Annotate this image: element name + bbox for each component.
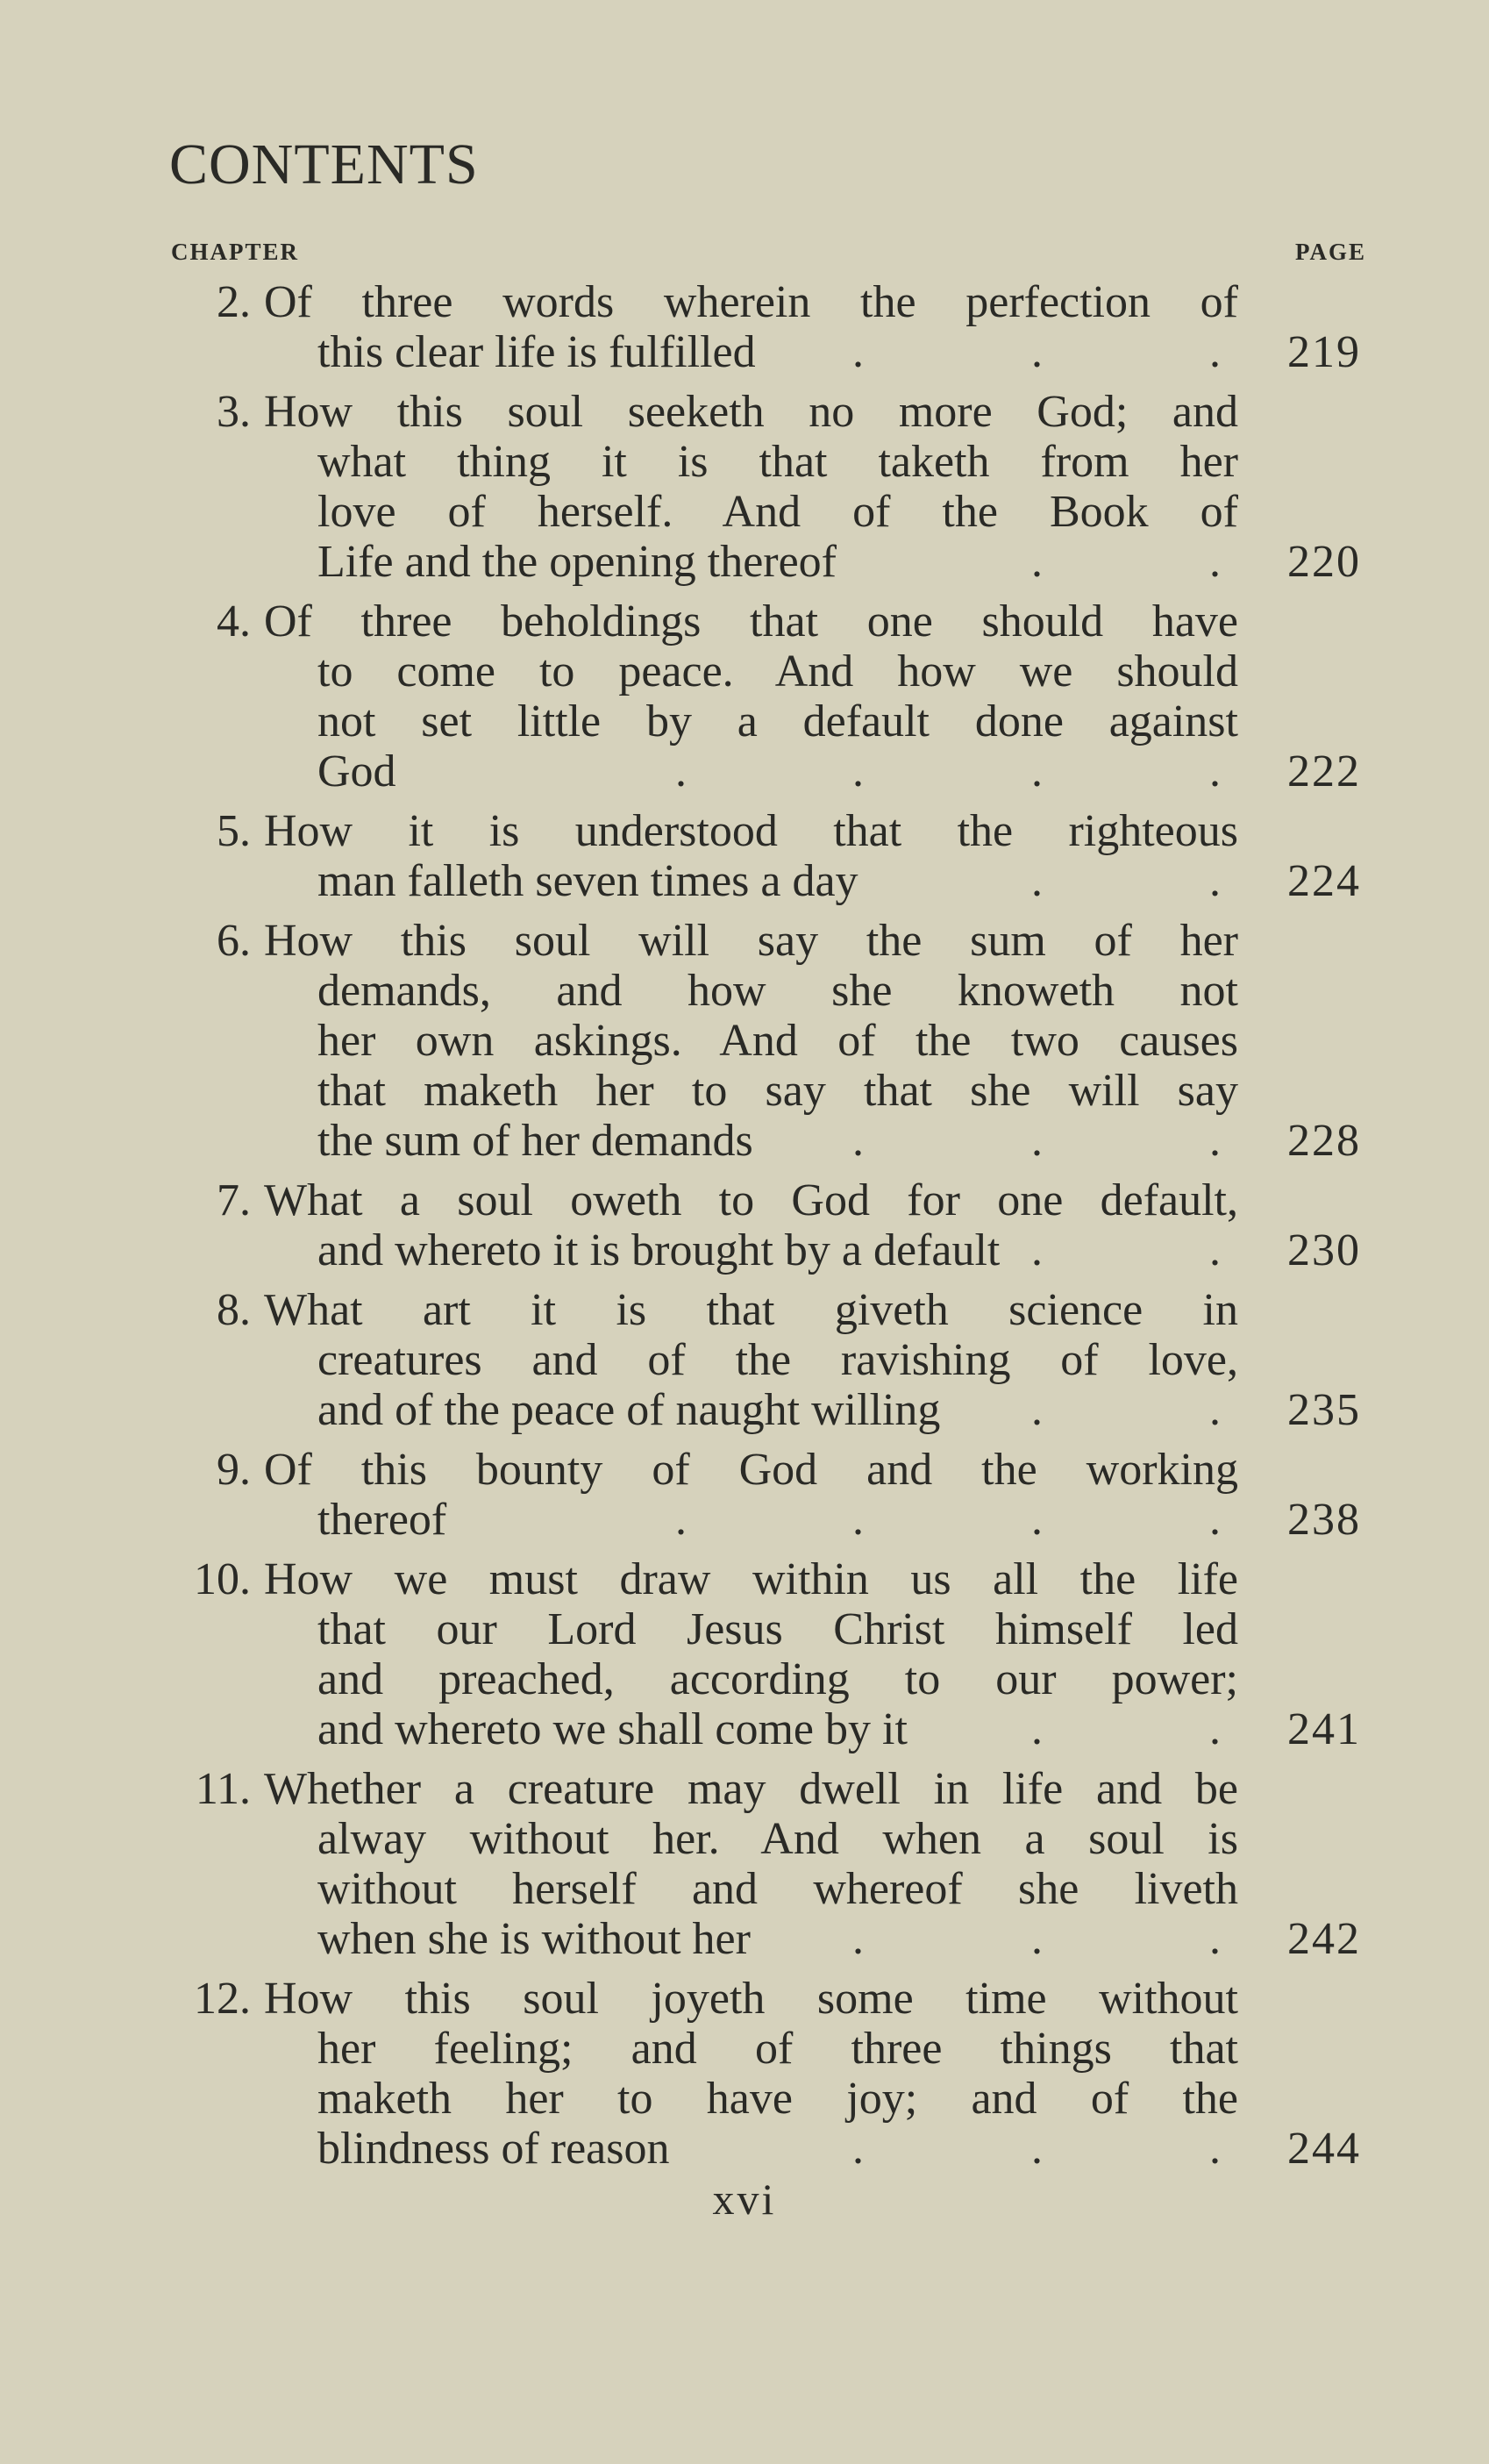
chapter-title-line <box>317 1704 1361 1754</box>
page-reference[interactable]: 244 <box>1287 2124 1361 2174</box>
chapter-number: 4. <box>217 596 251 646</box>
chapter-number: 8. <box>217 1285 251 1335</box>
leader-dot: . <box>1209 1495 1221 1545</box>
chapter-title-line <box>317 1495 1361 1545</box>
chapter-title-line: Of this bounty of God and the working <box>264 1445 1238 1495</box>
leader-dot: . <box>852 2124 864 2174</box>
chapter-title-line: that maketh her to say that she will say <box>317 1066 1238 1116</box>
leader-dot: . <box>1031 1495 1043 1545</box>
chapter-title-line: How this soul joyeth some time without <box>264 1974 1238 2024</box>
leader-dots <box>961 1385 1287 1435</box>
chapter-title-line: How we must draw within us all the life <box>264 1554 1238 1604</box>
chapter-title-line <box>317 2124 1361 2174</box>
leader-dots <box>417 746 1287 796</box>
leader-dot: . <box>1031 2124 1043 2174</box>
chapter-title-text: God <box>317 746 396 796</box>
leader-dots <box>690 2124 1287 2174</box>
page-reference[interactable]: 242 <box>1287 1914 1361 1964</box>
chapter-title-line: Whether a creature may dwell in life and be <box>264 1764 1238 1814</box>
chapter-title-line: alway without her. And when a soul is <box>317 1814 1238 1864</box>
toc-entry <box>0 806 1489 906</box>
leader-dot: . <box>1209 1116 1221 1166</box>
chapter-title-line <box>317 1914 1361 1964</box>
chapter-title-line <box>317 1385 1361 1435</box>
toc-entry <box>0 387 1489 587</box>
leader-dot: . <box>1031 1914 1043 1964</box>
chapter-title-text: Life and the opening thereof <box>317 537 837 587</box>
leader-dot: . <box>1031 1704 1043 1754</box>
page-reference[interactable]: 238 <box>1287 1495 1361 1545</box>
leader-dot: . <box>1031 327 1043 377</box>
chapter-title-line: What a soul oweth to God for one default, <box>264 1175 1238 1225</box>
chapter-title-text: and whereto we shall come by it <box>317 1704 908 1754</box>
page-reference[interactable]: 241 <box>1287 1704 1361 1754</box>
chapter-title-line <box>317 1116 1361 1166</box>
chapter-title-line: what thing it is that taketh from her <box>317 437 1238 487</box>
chapter-title-line <box>317 537 1361 587</box>
page-reference[interactable]: 222 <box>1287 746 1361 796</box>
chapter-title-line: How this soul seeketh no more God; and <box>264 387 1238 437</box>
leader-dots <box>772 1914 1287 1964</box>
page-reference[interactable]: 230 <box>1287 1225 1361 1275</box>
leader-dot: . <box>1209 1385 1221 1435</box>
chapter-number: 2. <box>217 277 251 327</box>
leader-dot: . <box>1209 537 1221 587</box>
page-title: CONTENTS <box>169 132 479 196</box>
chapter-title-line: that our Lord Jesus Christ himself led <box>317 1604 1238 1654</box>
chapter-title-line <box>317 856 1361 906</box>
leader-dot: . <box>1209 856 1221 906</box>
page-reference[interactable]: 220 <box>1287 537 1361 587</box>
page-reference[interactable]: 235 <box>1287 1385 1361 1435</box>
chapter-title-text: when she is without her <box>317 1914 751 1964</box>
chapter-title-line: creatures and of the ravishing of love, <box>317 1335 1238 1385</box>
leader-dot: . <box>1031 1116 1043 1166</box>
chapter-title-line: and preached, according to our power; <box>317 1654 1238 1704</box>
toc-entry <box>0 1764 1489 1964</box>
leader-dot: . <box>852 327 864 377</box>
leader-dot: . <box>1209 2124 1221 2174</box>
chapter-title-line: love of herself. And of the Book of <box>317 487 1238 537</box>
toc-entry <box>0 277 1489 377</box>
leader-dot: . <box>1209 746 1221 796</box>
leader-dot: . <box>852 746 864 796</box>
chapter-title-line: How it is understood that the righteous <box>264 806 1238 856</box>
chapter-title-text: this clear life is fulfilled <box>317 327 756 377</box>
chapter-title-line <box>317 746 1361 796</box>
leader-dots <box>880 856 1287 906</box>
chapter-title-line: without herself and whereof she liveth <box>317 1864 1238 1914</box>
page-reference[interactable]: 224 <box>1287 856 1361 906</box>
chapter-title-line: to come to peace. And how we should <box>317 646 1238 696</box>
chapter-title-line: Of three words wherein the perfection of <box>264 277 1238 327</box>
chapter-title-line: not set little by a default done against <box>317 696 1238 746</box>
leader-dot: . <box>1031 1385 1043 1435</box>
chapter-number: 3. <box>217 387 251 437</box>
leader-dot: . <box>1031 856 1043 906</box>
chapter-number: 12. <box>194 1974 251 2024</box>
chapter-title-line: How this soul will say the sum of her <box>264 916 1238 966</box>
leader-dot: . <box>675 1495 687 1545</box>
chapter-number: 7. <box>217 1175 251 1225</box>
leader-dots <box>467 1495 1287 1545</box>
leader-dot: . <box>1031 746 1043 796</box>
chapter-title-text: the sum of her demands <box>317 1116 753 1166</box>
chapter-number: 11. <box>195 1764 251 1814</box>
leader-dots <box>929 1704 1287 1754</box>
chapter-number: 6. <box>217 916 251 966</box>
toc-entry <box>0 1175 1489 1275</box>
chapter-title-line: What art it is that giveth science in <box>264 1285 1238 1335</box>
leader-dots <box>777 327 1287 377</box>
chapter-number: 5. <box>217 806 251 856</box>
chapter-title-text: blindness of reason <box>317 2124 670 2174</box>
leader-dot: . <box>852 1495 864 1545</box>
chapter-title-text: thereof <box>317 1495 447 1545</box>
toc-entry <box>0 1554 1489 1754</box>
toc-entry <box>0 1445 1489 1545</box>
leader-dot: . <box>1209 1704 1221 1754</box>
leader-dots <box>1021 1225 1287 1275</box>
table-of-contents <box>0 277 1489 2183</box>
leader-dots <box>858 537 1287 587</box>
leader-dot: . <box>1209 327 1221 377</box>
chapter-title-line: demands, and how she knoweth not <box>317 966 1238 1016</box>
toc-entry <box>0 916 1489 1166</box>
leader-dot: . <box>852 1914 864 1964</box>
chapter-title-line: her own askings. And of the two causes <box>317 1016 1238 1066</box>
leader-dot: . <box>1209 1914 1221 1964</box>
chapter-title-line <box>317 1225 1361 1275</box>
chapter-number: 10. <box>194 1554 251 1604</box>
leader-dot: . <box>1031 1225 1043 1275</box>
chapter-column-header: CHAPTER <box>171 239 300 265</box>
chapter-title-line: maketh her to have joy; and of the <box>317 2074 1238 2124</box>
page-reference[interactable]: 219 <box>1287 327 1361 377</box>
chapter-title-text: man falleth seven times a day <box>317 856 858 906</box>
chapter-title-text: and whereto it is brought by a default <box>317 1225 1001 1275</box>
chapter-number: 9. <box>217 1445 251 1495</box>
page-reference[interactable]: 228 <box>1287 1116 1361 1166</box>
chapter-title-line: Of three beholdings that one should have <box>264 596 1238 646</box>
chapter-title-line: her feeling; and of three things that <box>317 2024 1238 2074</box>
page-column-header: PAGE <box>1295 239 1366 265</box>
page-number-folio: xvi <box>712 2175 777 2224</box>
toc-entry <box>0 1285 1489 1435</box>
leader-dot: . <box>1031 537 1043 587</box>
leader-dots <box>774 1116 1287 1166</box>
toc-entry <box>0 1974 1489 2174</box>
chapter-title-line <box>317 327 1361 377</box>
leader-dot: . <box>852 1116 864 1166</box>
chapter-title-text: and of the peace of naught willing <box>317 1385 941 1435</box>
leader-dot: . <box>675 746 687 796</box>
leader-dot: . <box>1209 1225 1221 1275</box>
toc-entry <box>0 596 1489 796</box>
